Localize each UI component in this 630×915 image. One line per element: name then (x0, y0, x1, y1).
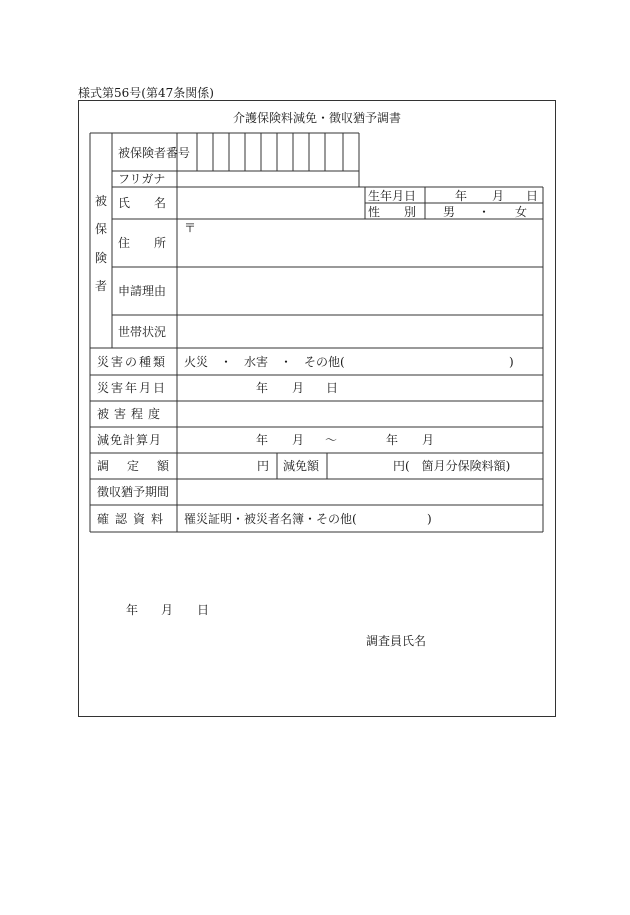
reason-label: 申請理由 (118, 284, 167, 298)
disaster-day-unit: 日 (326, 381, 339, 395)
assessed-yen-unit: 円 (257, 459, 270, 473)
confirmation-docs-value[interactable]: 罹災証明・被災者名簿・その他( (184, 512, 357, 526)
reason-field[interactable] (178, 268, 542, 314)
name-label: 氏 名 (118, 196, 167, 210)
household-field[interactable] (178, 316, 542, 347)
sex-separator: ・ (478, 205, 491, 219)
assessed-amount-label: 調定額 (97, 459, 188, 473)
period-year-end-unit: 年 (386, 433, 399, 447)
sex-male-option[interactable]: 男 (443, 205, 456, 219)
address-label: 住 所 (118, 236, 167, 250)
furigana-label: フリガナ (118, 172, 166, 186)
damage-level-field[interactable] (178, 402, 542, 426)
insured-label-char-1: 被 (94, 194, 107, 208)
insured-number-label: 被保険者番号 (118, 146, 191, 160)
insured-label-char-4: 者 (94, 279, 107, 293)
disaster-type-close: ) (509, 355, 514, 369)
period-month-end-unit: 月 (422, 433, 435, 447)
disaster-month-unit: 月 (292, 381, 305, 395)
footer-month-unit: 月 (161, 603, 174, 617)
confirmation-docs-close: ) (427, 512, 432, 526)
insured-label-char-3: 険 (94, 251, 107, 265)
birth-date-label: 生年月日 (368, 189, 417, 203)
household-label: 世帯状況 (118, 325, 167, 339)
exempt-amount-unit: 円( 箇月分保険料額) (393, 459, 511, 473)
deferral-period-label: 徴収猶予期間 (97, 485, 170, 499)
name-field[interactable] (178, 188, 364, 218)
birth-year-unit: 年 (455, 189, 468, 203)
disaster-date-label: 災害年月日 (97, 381, 168, 395)
form-title: 介護保険料減免・徴収猶予調書 (232, 111, 401, 125)
period-tilde: ～ (325, 433, 338, 447)
sex-label: 性 別 (368, 205, 417, 219)
insured-label-char-2: 保 (94, 222, 107, 236)
confirmation-docs-label: 確認資料 (97, 512, 170, 526)
birth-month-unit: 月 (492, 189, 505, 203)
insured-number-field[interactable] (197, 134, 343, 170)
exempt-amount-label: 減免額 (283, 459, 320, 473)
footer-day-unit: 日 (197, 603, 210, 617)
exemption-period-label: 減免計算月 (97, 433, 163, 447)
disaster-type-options[interactable]: 火災 ・ 水害 ・ その他( (184, 355, 345, 369)
period-year-start-unit: 年 (256, 433, 269, 447)
birth-day-unit: 日 (526, 189, 539, 203)
investigator-name-label: 調査員氏名 (366, 634, 427, 648)
address-field[interactable] (178, 220, 542, 266)
deferral-period-field[interactable] (178, 480, 542, 504)
damage-level-label: 被害程度 (97, 407, 166, 421)
sex-female-option[interactable]: 女 (515, 205, 528, 219)
form-number: 様式第56号(第47条関係) (78, 86, 214, 100)
period-month-start-unit: 月 (292, 433, 305, 447)
disaster-type-label: 災害の種類 (97, 355, 168, 369)
postal-mark: 〒 (184, 221, 197, 235)
disaster-year-unit: 年 (256, 381, 269, 395)
furigana-field[interactable] (178, 172, 358, 186)
footer-year-unit: 年 (126, 603, 139, 617)
